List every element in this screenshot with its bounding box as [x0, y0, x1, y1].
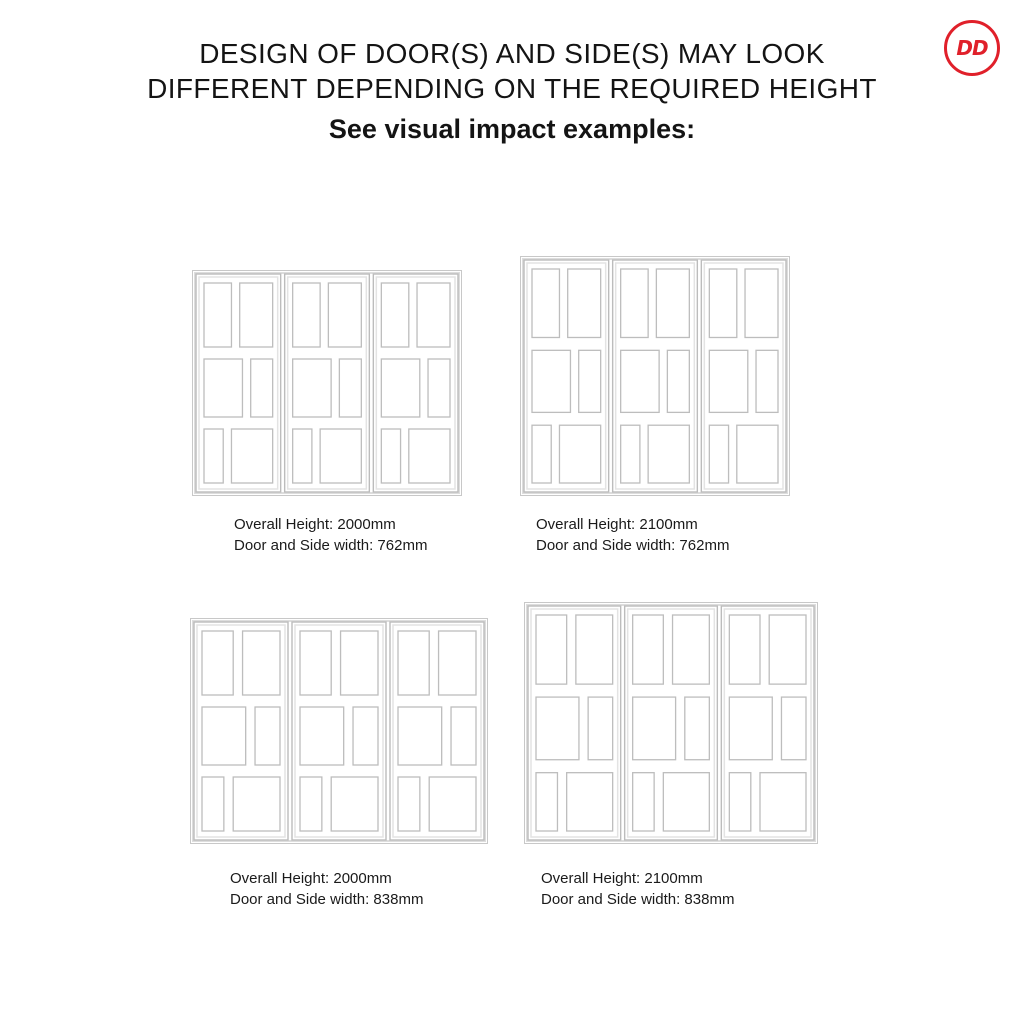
- glass-pane: [233, 777, 280, 831]
- glass-pane: [532, 425, 551, 483]
- glass-pane: [300, 707, 344, 765]
- glass-pane: [621, 269, 648, 337]
- glass-pane: [633, 615, 664, 684]
- glass-pane: [293, 359, 331, 417]
- side-panel: [721, 606, 814, 840]
- glass-pane: [398, 777, 420, 831]
- glass-pane: [673, 615, 710, 684]
- glass-pane: [381, 283, 408, 347]
- glass-pane: [293, 283, 320, 347]
- glass-pane: [781, 697, 806, 760]
- door-set-drawing: [190, 618, 488, 844]
- glass-pane: [621, 425, 640, 483]
- glass-pane: [536, 615, 567, 684]
- glass-pane: [293, 429, 312, 483]
- glass-pane: [667, 350, 689, 412]
- glass-pane: [381, 359, 419, 417]
- door-side-width-label: Door and Side width: 838mm: [541, 891, 735, 908]
- door-example-2000-838: [190, 618, 488, 844]
- glass-pane: [255, 707, 280, 765]
- glass-pane: [202, 777, 224, 831]
- glass-pane: [429, 777, 476, 831]
- glass-pane: [331, 777, 378, 831]
- glass-pane: [621, 350, 659, 412]
- brand-logo: [944, 20, 1000, 76]
- glass-pane: [398, 707, 442, 765]
- subtitle: See visual impact examples:: [328, 114, 696, 144]
- glass-pane: [536, 697, 579, 760]
- glass-pane: [353, 707, 378, 765]
- overall-height-label: Overall Height: 2000mm: [230, 870, 392, 887]
- glass-pane: [300, 777, 322, 831]
- door-panel: [292, 622, 386, 840]
- glass-pane: [204, 283, 231, 347]
- door-example-2100-838: [524, 602, 818, 844]
- overall-height-label: Overall Height: 2000mm: [234, 516, 396, 533]
- glass-pane: [300, 631, 331, 695]
- example-caption: [536, 514, 729, 556]
- glass-pane: [409, 429, 450, 483]
- side-panel: [390, 622, 484, 840]
- glass-pane: [532, 269, 559, 337]
- example-caption: [541, 868, 734, 910]
- door-set-drawing: [524, 602, 818, 844]
- glass-pane: [428, 359, 450, 417]
- glass-pane: [633, 697, 676, 760]
- glass-pane: [251, 359, 273, 417]
- glass-pane: [243, 631, 280, 695]
- door-side-width-label: Door and Side width: 838mm: [230, 891, 424, 908]
- glass-pane: [559, 425, 600, 483]
- glass-pane: [737, 425, 778, 483]
- door-panel: [196, 274, 281, 492]
- glass-pane: [202, 631, 233, 695]
- glass-pane: [576, 615, 613, 684]
- glass-pane: [381, 429, 400, 483]
- door-example-2000-762: [192, 270, 462, 496]
- glass-pane: [663, 773, 709, 831]
- glass-pane: [328, 283, 361, 347]
- glass-pane: [240, 283, 273, 347]
- glass-pane: [685, 697, 710, 760]
- door-set-drawing: [192, 270, 462, 496]
- glass-pane: [579, 350, 601, 412]
- door-set-drawing: [520, 256, 790, 496]
- glass-pane: [760, 773, 806, 831]
- door-panel: [625, 606, 718, 840]
- example-caption: [230, 868, 423, 910]
- glass-pane: [648, 425, 689, 483]
- door-side-width-label: Door and Side width: 762mm: [234, 537, 428, 554]
- glass-pane: [231, 429, 272, 483]
- glass-pane: [417, 283, 450, 347]
- glass-pane: [568, 269, 601, 337]
- glass-pane: [567, 773, 613, 831]
- glass-pane: [202, 707, 246, 765]
- glass-pane: [756, 350, 778, 412]
- title-line-2: DIFFERENT DEPENDING ON THE REQUIRED HEIGHT: [147, 73, 877, 104]
- glass-pane: [204, 429, 223, 483]
- header: [0, 36, 1024, 146]
- glass-pane: [339, 359, 361, 417]
- door-example-2100-762: [520, 256, 790, 496]
- overall-height-label: Overall Height: 2100mm: [541, 870, 703, 887]
- overall-height-label: Overall Height: 2100mm: [536, 516, 698, 533]
- side-panel: [701, 260, 786, 492]
- glass-pane: [729, 615, 760, 684]
- brand-logo-text: DD: [956, 36, 988, 60]
- door-panel: [528, 606, 621, 840]
- glass-pane: [709, 269, 736, 337]
- door-panel: [194, 622, 288, 840]
- glass-pane: [439, 631, 476, 695]
- door-panel: [285, 274, 370, 492]
- glass-pane: [633, 773, 654, 831]
- door-panel: [524, 260, 609, 492]
- glass-pane: [341, 631, 378, 695]
- glass-pane: [709, 350, 747, 412]
- glass-pane: [451, 707, 476, 765]
- glass-pane: [320, 429, 361, 483]
- glass-pane: [729, 697, 772, 760]
- glass-pane: [769, 615, 806, 684]
- glass-pane: [656, 269, 689, 337]
- glass-pane: [532, 350, 570, 412]
- glass-pane: [729, 773, 750, 831]
- title-line-1: DESIGN OF DOOR(S) AND SIDE(S) MAY LOOK: [199, 38, 825, 69]
- door-side-width-label: Door and Side width: 762mm: [536, 537, 730, 554]
- glass-pane: [709, 425, 728, 483]
- side-panel: [373, 274, 458, 492]
- glass-pane: [588, 697, 613, 760]
- glass-pane: [536, 773, 557, 831]
- glass-pane: [745, 269, 778, 337]
- example-caption: [234, 514, 427, 556]
- glass-pane: [398, 631, 429, 695]
- door-panel: [613, 260, 698, 492]
- glass-pane: [204, 359, 242, 417]
